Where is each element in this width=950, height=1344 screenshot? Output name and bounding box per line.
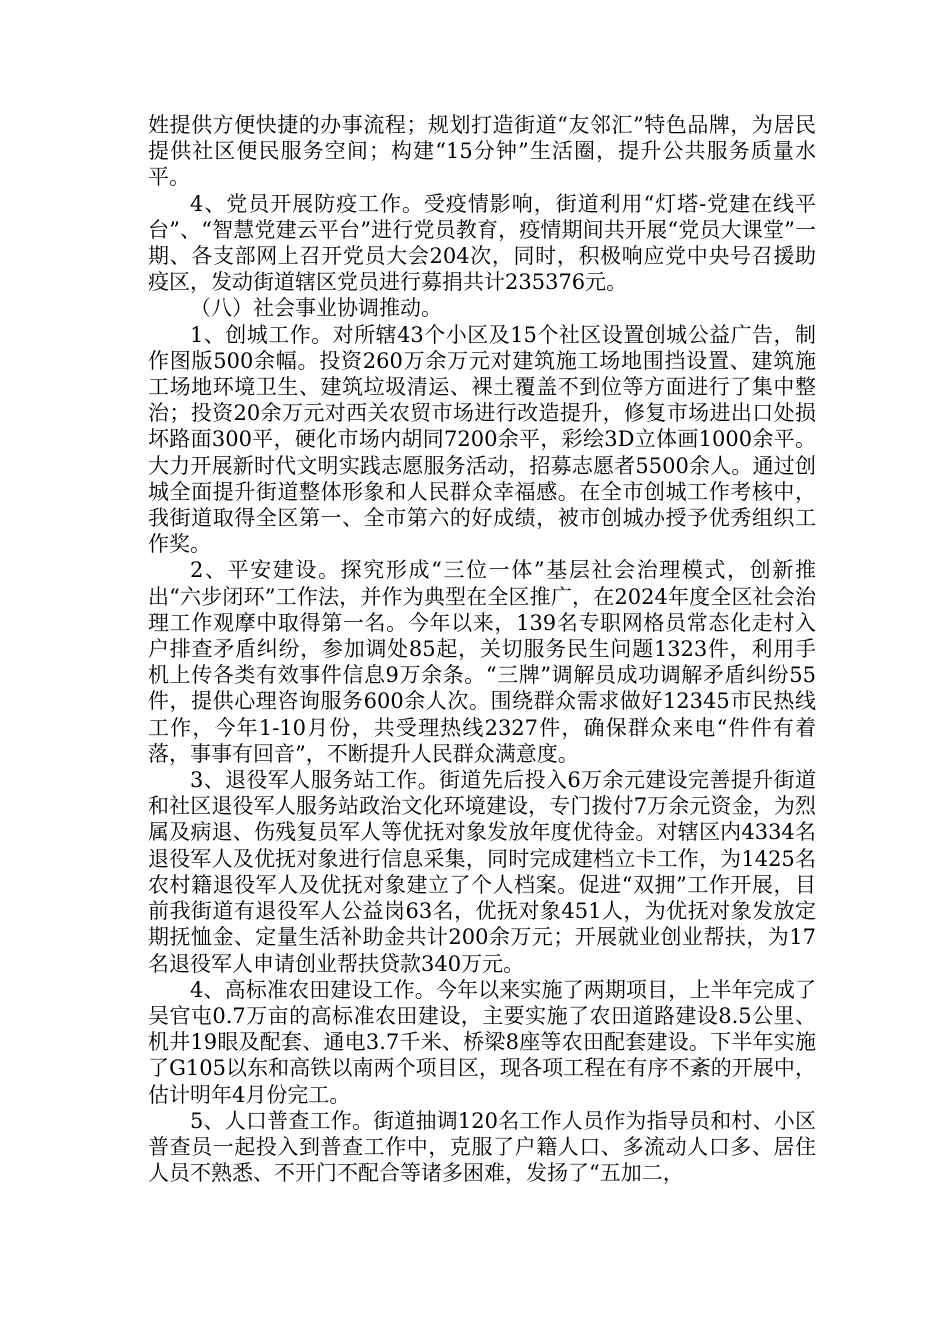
paragraph-safety-construction: 2、平安建设。探究形成“三位一体”基层社会治理模式，创新推出“六步闭环”工作法，并作为典型在全区推广，在2024年度全区社会治理工作观摩中取得第一名。今年以来，139名专职网格员常态化走村入户排查矛盾纠纷，参加调处85起，关切服务民生问题1323件，利用手机上传各类有效事件信息9万余条。“三牌”调解员成功调解矛盾纠纷55件，提供心理咨询服务600余人次。围绕群众需求做好12345市民热线工作，今年1-10月份，共受理热线2327件，确保群众来电“件件有着落，事事有回音”，不断提升人民群众满意度。 [148, 558, 816, 766]
paragraph-population-census: 5、人口普查工作。街道抽调120名工作人员作为指导员和村、小区普查员一起投入到普查工作中，克服了户籍人口、多流动人口多、居住人员不熟悉、不开门不配合等诸多困难，发扬了“五加二， [148, 1108, 816, 1186]
paragraph-veterans-service: 3、退役军人服务站工作。街道先后投入6万余元建设完善提升街道和社区退役军人服务站政治文化环境建设，专门拨付7万余元资金，为烈属及病退、伤残复员军人等优抚对象发放年度优待金。对辖区内4334名退役军人及优抚对象进行信息采集，同时完成建档立卡工作，为1425名农村籍退役军人及优抚对象建立了个人档案。促进“双拥”工作开展，目前我街道有退役军人公益岗63名，优抚对象451人，为优抚对象发放定期抚恤金、定量生活补助金共计200余万元；开展就业创业帮扶，为17名退役军人申请创业帮扶贷款340万元。 [148, 768, 816, 976]
paragraph-farmland-construction: 4、高标准农田建设工作。今年以来实施了两期项目，上半年完成了吴官屯0.7万亩的高标准农田建设，主要实施了农田道路建设8.5公里、机井19眼及配套、通电3.7千米、桥梁8座等农田配套建设。下半年实施了G105以东和高铁以南两个项目区，现各项工程在有序不紊的开展中，估计明年4月份完工。 [148, 977, 816, 1107]
section-heading-social-affairs: （八）社会事业协调推动。 [190, 296, 442, 321]
document-page [148, 112, 816, 1186]
continuation-paragraph: 姓提供方便快捷的办事流程；规划打造街道“友邻汇”特色品牌，为居民提供社区便民服务空间；构建“15分钟”生活圈，提升公共服务质量水平。 [148, 113, 816, 190]
paragraph-party-epidemic-work: 4、党员开展防疫工作。受疫情影响，街道利用“灯塔-党建在线平台”、“智慧党建云平台”进行党员教育，疫情期间共开展“党员大课堂”一期、各支部网上召开党员大会204次，同时，积极响应党中央号召援助疫区，发动街道辖区党员进行募捐共计235376元。 [148, 191, 816, 295]
paragraph-civilized-city: 1、创城工作。对所辖43个小区及15个社区设置创城公益广告，制作图版500余幅。投资260万余万元对建筑施工场地围挡设置、建筑施工场地环境卫生、建筑垃圾清运、裸土覆盖不到位等方面进行了集中整治；投资20余万元对西关农贸市场进行改造提升，修复市场进出口处损坏路面300平，硬化市场内胡同7200余平，彩绘3D立体画1000余平。大力开展新时代文明实践志愿服务活动，招募志愿者5500余人。通过创城全面提升街道整体形象和人民群众幸福感。在全市创城工作考核中，我街道取得全区第一、全市第六的好成绩，被市创城办授予优秀组织工作奖。 [148, 322, 816, 557]
